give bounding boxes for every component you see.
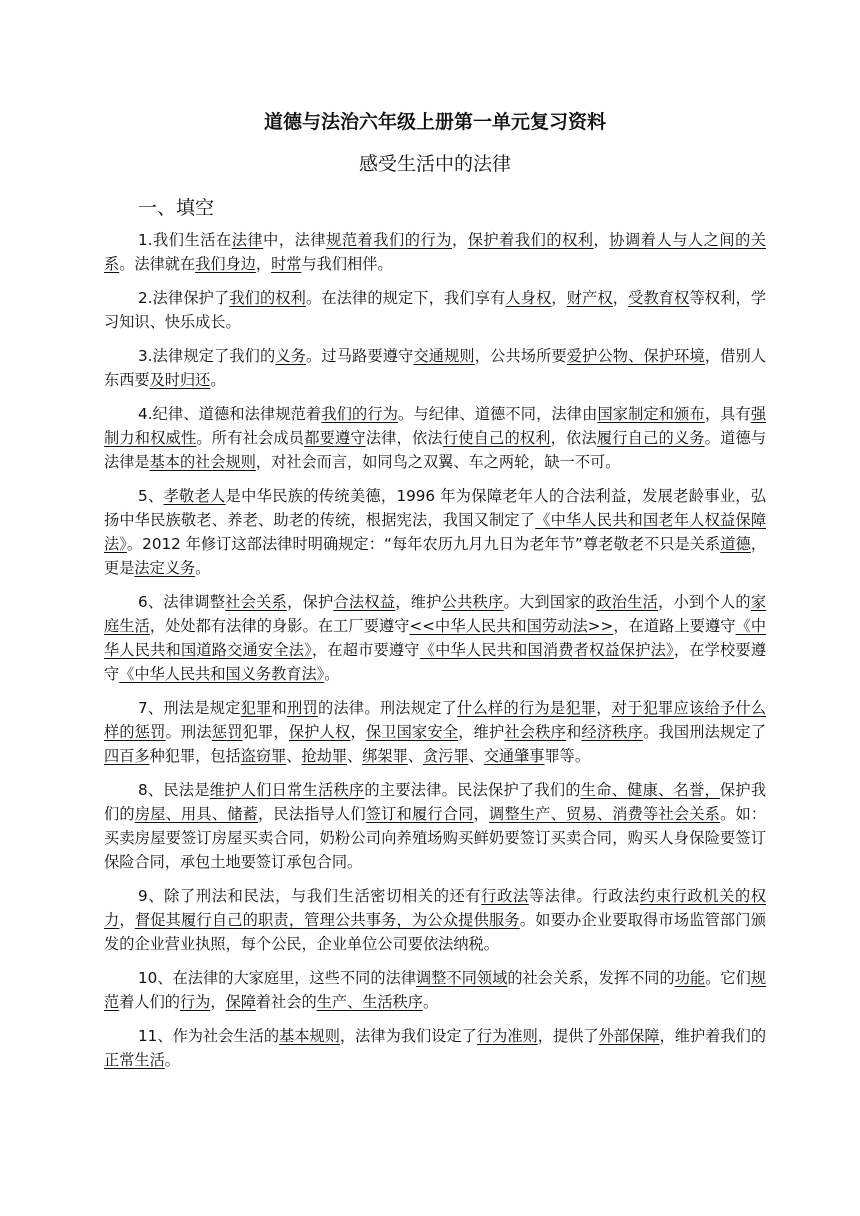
underlined-answer: 抢劫罪: [301, 747, 347, 765]
paragraph-2: [104, 286, 766, 334]
text-segment: 着人们的: [119, 993, 180, 1011]
underlined-answer: 犯罪: [240, 699, 272, 717]
paragraph-8: [104, 778, 766, 874]
paragraph-4: [104, 402, 766, 474]
paragraph-10: [104, 966, 766, 1014]
text-segment: ，: [612, 289, 629, 307]
underlined-answer: 行为准则: [476, 1027, 538, 1045]
underlined-answer: 《中华人民共和国义务教育法》: [119, 665, 325, 683]
document-subtitle: 感受生活中的法律: [358, 153, 511, 175]
underlined-answer: 保卫国家安全: [365, 723, 459, 741]
underlined-answer: 行使自己的权利: [442, 429, 551, 447]
text-segment: ，: [350, 723, 366, 741]
text-segment: 。与纪律、道德不同，法律由: [398, 405, 598, 423]
underlined-answer: 公共秩序: [441, 593, 504, 611]
text-segment: 、: [347, 747, 363, 765]
text-segment: 和: [566, 723, 582, 741]
underlined-answer: 功能: [674, 969, 706, 987]
underlined-answer: 受教育权: [628, 289, 690, 307]
text-segment: 。法律就在: [119, 255, 196, 273]
text-segment: 。它们: [705, 969, 751, 987]
underlined-answer: 基本规则: [279, 1027, 340, 1045]
underlined-answer: 保护人权: [288, 723, 351, 741]
text-segment: ，: [473, 805, 490, 823]
underlined-answer: 生命、健康、名誉，: [580, 781, 720, 799]
text-segment: ，维护: [395, 593, 442, 611]
underlined-answer: 对于犯罪应该给予什么样的惩罚: [104, 699, 767, 741]
text-segment: 。道德与法律是: [104, 429, 767, 471]
text-segment: ，维护: [458, 723, 505, 741]
underlined-answer: 行为: [179, 993, 211, 1011]
underlined-answer: 政治生活: [596, 593, 659, 611]
text-segment: 中，法律: [263, 231, 327, 249]
underlined-answer: 经济秩序: [581, 723, 644, 741]
underlined-answer: 及时归还: [149, 371, 211, 389]
underlined-answer: 合法权益: [333, 593, 396, 611]
text-segment: 。: [164, 1051, 180, 1069]
underlined-answer: 社会关系: [225, 593, 288, 611]
text-segment: 的社会关系，发挥不同的: [507, 969, 675, 987]
text-segment: 9、除了刑法和民法，与我们生活密切相关的还有: [138, 887, 482, 905]
text-segment: ，: [210, 993, 226, 1011]
text-segment: 等权利，学习知识、快乐成长。: [104, 289, 767, 331]
underlined-answer: 生产、生活秩序: [316, 993, 423, 1011]
underlined-answer: 人身权: [505, 289, 552, 307]
text-segment: ，提供了: [537, 1027, 599, 1045]
text-segment: 。大到国家的: [503, 593, 597, 611]
text-segment: 等法律。行政法: [528, 887, 640, 905]
text-segment: 10、在法律的大家庭里，这些不同的法律: [138, 969, 417, 987]
underlined-answer: 保护着我们的权利: [467, 231, 594, 249]
paragraph-5: [104, 484, 766, 580]
underlined-answer: <<中华人民共和国劳动法>>: [409, 617, 614, 635]
text-segment: ，具有: [704, 405, 751, 423]
underlined-answer: 交通肇事: [483, 747, 545, 765]
underlined-answer: 四百多: [104, 747, 150, 765]
text-segment: ，: [593, 231, 610, 249]
underlined-answer: 交通规则: [413, 347, 475, 365]
paragraph-list: [104, 228, 766, 1072]
underlined-answer: 保障: [225, 993, 256, 1011]
underlined-answer: 法定义务: [134, 559, 196, 577]
underlined-answer: 规范着我们的行为: [326, 231, 452, 249]
underlined-answer: 我们身边: [195, 255, 256, 273]
underlined-answer: 道德: [720, 535, 751, 553]
text-segment: 的法律。刑法规定了: [318, 699, 458, 717]
text-segment: ，: [119, 911, 135, 929]
underlined-answer: 基本的社会规则: [149, 453, 256, 471]
underlined-answer: 惩罚: [211, 723, 243, 741]
underlined-answer: 贪污罪: [422, 747, 469, 765]
text-segment: 、: [407, 747, 423, 765]
underlined-answer: 我们的行为: [321, 405, 399, 423]
underlined-answer: 规范: [104, 969, 767, 1011]
text-segment: 。2012 年修订这部法律时明确规定：“每年农历九月九日为老年节”尊老敬老不只是关系: [126, 535, 721, 553]
text-segment: ，对社会而言，如同鸟之双翼、车之两轮，缺一不可。: [255, 453, 621, 471]
text-segment: 。在法律的规定下，我们享有: [306, 289, 506, 307]
text-segment: 3.法律规定了我们的: [138, 347, 276, 365]
paragraph-6: [104, 590, 766, 686]
paragraph-1: [104, 228, 766, 276]
text-segment: ，借别人东西要: [104, 347, 767, 389]
text-segment: 犯罪，: [242, 723, 289, 741]
text-segment: 6、法律调整: [138, 593, 226, 611]
text-segment: ，处处都有法律的身影。在工厂要遵守: [149, 617, 410, 635]
text-segment: 。如要办企业要取得市场监管部门颁发的企业营业执照，每个公民，企业单位公司要依法纳税。: [104, 911, 767, 953]
paragraph-9: [104, 884, 766, 956]
underlined-answer: 调整不同领域: [416, 969, 508, 987]
text-segment: 。我国刑法规定了: [643, 723, 767, 741]
text-segment: 法律，依法: [365, 429, 443, 447]
underlined-answer: 签订和履行合同: [365, 805, 474, 823]
text-segment: 种犯罪，包括: [149, 747, 241, 765]
document-title: 道德与法治六年级上册第一单元复习资料: [263, 111, 606, 133]
text-segment: ，法律为我们设定了: [339, 1027, 477, 1045]
section-heading: 一、填空: [138, 197, 215, 219]
text-segment: 1.我们生活在: [138, 231, 232, 249]
underlined-answer: 行政法: [481, 887, 529, 905]
underlined-answer: 我们的权利: [229, 289, 307, 307]
text-segment: ，更是: [104, 535, 767, 577]
text-segment: 和: [271, 699, 288, 717]
underlined-answer: 义务: [275, 347, 307, 365]
underlined-answer: 家庭生活: [104, 593, 767, 635]
text-segment: 。: [422, 993, 439, 1011]
underlined-answer: 时常: [271, 255, 302, 273]
paragraph-11: [104, 1024, 766, 1072]
underlined-answer: 正常生活: [104, 1051, 165, 1069]
underlined-answer: 外部保障: [598, 1027, 660, 1045]
text-segment: 的主要法律。民法保护了我们的: [364, 781, 581, 799]
underlined-answer: 盗窃罪: [240, 747, 287, 765]
text-segment: ，: [451, 231, 468, 249]
text-segment: 。: [324, 665, 340, 683]
text-segment: 与我们相伴。: [301, 255, 393, 273]
underlined-answer: 社会秩序: [504, 723, 567, 741]
text-segment: 。: [195, 559, 211, 577]
underlined-answer: 什么样的行为是犯罪: [457, 699, 597, 717]
text-segment: ，保护: [287, 593, 334, 611]
text-segment: ，: [551, 289, 567, 307]
underlined-answer: 协调着人与人之间的关系: [104, 231, 767, 273]
underlined-answer: 履行自己的义务: [596, 429, 705, 447]
underlined-answer: 房屋、用具、储蓄: [134, 805, 259, 823]
text-segment: 着社会的: [255, 993, 317, 1011]
text-segment: 8、民法是: [138, 781, 210, 799]
text-segment: ，民法指导人们: [258, 805, 366, 823]
underlined-answer: 强制力和权威性: [104, 405, 767, 447]
underlined-answer: 国家制定和颁布: [597, 405, 705, 423]
underlined-answer: 约束行政机关的权力: [104, 887, 767, 929]
text-segment: ，公共场所要: [474, 347, 567, 365]
underlined-answer: 《中华人民共和国消费者权益保护法》: [419, 641, 674, 659]
text-segment: 2.法律保护了: [138, 289, 230, 307]
underlined-answer: 爱护公物、保护环境: [566, 347, 705, 365]
underlined-answer: 孝敬老人: [163, 487, 226, 505]
text-segment: 。过马路要遵守: [306, 347, 414, 365]
paragraph-3: [104, 344, 766, 392]
underlined-answer: 刑罚: [287, 699, 318, 717]
text-segment: 罪等。: [544, 747, 590, 765]
text-segment: 。: [210, 371, 226, 389]
underlined-answer: 财产权: [566, 289, 613, 307]
underlined-answer: 绑架罪: [362, 747, 408, 765]
underlined-answer: 都要遵守: [304, 429, 366, 447]
text-segment: 。所有社会成员: [196, 429, 305, 447]
text-segment: 11、作为社会生活的: [138, 1027, 280, 1045]
text-segment: ，: [255, 255, 272, 273]
underlined-answer: 调整生产、贸易、消费等社会关系: [489, 805, 721, 823]
underlined-answer: 督促其履行自己的职责，管理公共事务，为公众提供服务: [134, 911, 520, 929]
text-segment: 7、刑法是规定: [138, 699, 241, 717]
underlined-answer: 《中华人民共和国道路交通安全法》: [104, 617, 767, 659]
underlined-answer: 《中华人民共和国老年人权益保障法》: [104, 511, 767, 553]
text-segment: ，在道路上要遵守: [613, 617, 736, 635]
text-segment: 。如：买卖房屋要签订房屋买卖合同，奶粉公司向养殖场购买鲜奶要签订买卖合同，购买人身保险要签订保险合同，承包土地要签订承包合同。: [104, 805, 767, 871]
text-segment: ，维护着我们的: [659, 1027, 767, 1045]
text-segment: ，在学校要遵守: [104, 641, 767, 683]
paragraph-7: [104, 696, 766, 768]
text-segment: 、: [468, 747, 484, 765]
text-segment: 是中华民族的传统美德，1996 年为保障老年人的合法利益，发展老龄事业，弘扬中华民族敬老、养老、助老的传统，根据宪法，我国又制定了: [104, 487, 766, 529]
underlined-answer: 维护人们日常生活秩序: [209, 781, 365, 799]
text-segment: 5、: [138, 487, 164, 505]
text-segment: ，依法: [550, 429, 597, 447]
text-segment: ，在超市要遵守: [311, 641, 420, 659]
text-segment: 、: [286, 747, 302, 765]
text-segment: 4.纪律、道德和法律规范着: [138, 405, 322, 423]
text-segment: ，: [596, 699, 612, 717]
underlined-answer: 法律: [231, 231, 264, 249]
text-segment: ，小到个人的: [658, 593, 751, 611]
text-segment: 。刑法: [165, 723, 212, 741]
text-segment: 保护我们的: [104, 781, 767, 823]
